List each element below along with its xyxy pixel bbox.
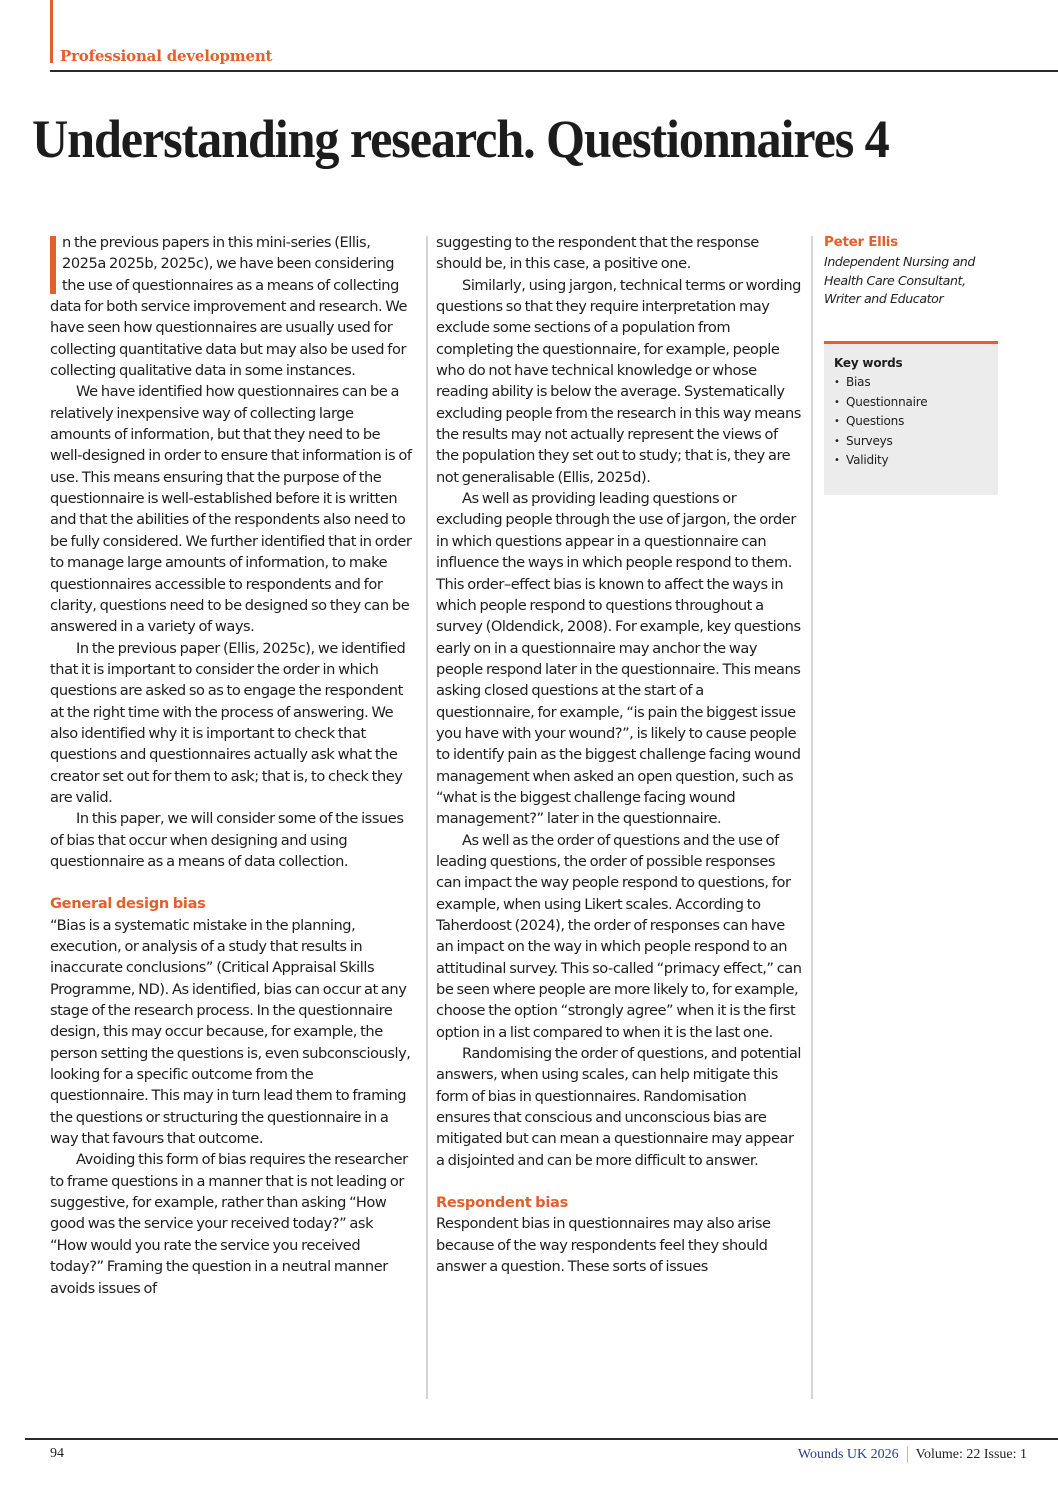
paragraph: Avoiding this form of bias requires the researcher to frame questions in a manner that is not leading or suggestive, for example, rather than asking “How good was the service your received today?” ask “How would you rate the service you received today?” Framing the question in a neutral manner avoids issues of [50,1151,408,1297]
keywords-box [824,341,998,495]
keyword-label: Surveys [846,433,893,448]
footer-journal-info [798,1446,1027,1463]
article-title: Understanding research. Questionnaires 4 [32,109,889,169]
paragraph: As well as the order of questions and the use of leading questions, the order of possible responses can impact the way people respond to questions, for example, when using Likert scales. According to Taherdoost (2024), the order of responses can have an impact on the way in which people respond to an attitudinal survey. This so-called “primacy effect,” can be seen where people are more likely to, for example, choose the option “strongly agree” when it is the first option in a list compared to when it is the last one. [436,831,802,1041]
keyword-item [834,432,988,452]
keyword-item [834,373,988,393]
keyword-label: Bias [846,375,871,389]
paragraph: In the previous paper (Ellis, 2025c), we identified that it is important to consider the order in which questions are asked so as to engage the respondent at the right time with the process of answering. We also identified why it is important to check that questions and questionnaires actually ask what the creator set out for them to ask; that is, to check they are valid. [50,639,406,806]
section-heading: Respondent bias [436,1194,568,1212]
page-number: 94 [50,1446,64,1461]
header-accent-bar [50,0,53,63]
bullet-icon: • [834,416,840,427]
author-sidebar [824,232,1000,309]
paragraph: In this paper, we will consider some of the issues of bias that occur when designing and using questionnaire as a means of data collection. [50,810,404,870]
footer-separator [907,1446,908,1463]
keywords-title: Key words [834,356,903,370]
footer-rule [25,1438,1058,1440]
spacer [50,872,412,893]
paragraph: suggesting to the respondent that the response should be, in this case, a positive one. [436,234,759,273]
keywords-list [834,373,988,471]
keyword-label: Questionnaire [846,394,928,409]
paragraph: “Bias is a systematic mistake in the planning, execution, or analysis of a study that results in inaccurate conclusions” (Critical Appraisal Skills Programme, ND). As identified, bias can occur at any stage of the research process. In the questionnaire design, this may occur because, for example, the person setting the questions is, even subconsciously, looking for a specific outcome from the questionnaire. This may in turn lead them to framing the questions or structuring the questionnaire in a way that favours that outcome. [50,916,411,1148]
paragraph: As well as providing leading questions or excluding people through the use of jargon, the order in which questions appear in a questionnaire can influence the ways in which people respond to them. This order–effect bias is known to affect the ways in which people respond to questions throughout a survey (Oldendick, 2008). For example, key questions early on in a questionnaire may anchor the way people respond later in the questionnaire. This means asking closed questions at the start of a questionnaire, for example, “is pain the biggest issue you have with your wound?”, is likely to cause people to identify pain as the biggest challenge facing wound management when asked an open question, such as “what is the biggest challenge facing wound management?” later in the questionnaire. [436,490,801,828]
section-heading: General design bias [50,895,206,913]
paragraph [50,232,412,381]
article-column-1 [50,232,412,1299]
keyword-item [834,393,988,413]
header-rule [50,70,1058,72]
paragraph: We have identified how questionnaires can be a relatively inexpensive way of collecting large amounts of information, but that they need to be well-designed in order to ensure that information is of use. This means ensuring that the purpose of the questionnaire is well-established before it is written and that the abilities of the respondents also need to be fully considered. We further identified that in order to manage large amounts of information, to make questionnaires accessible to respondents and for clarity, questions need to be designed so they can be answered in a variety of ways. [50,383,412,636]
paragraph: Randomising the order of questions, and potential answers, when using scales, can help mitigate this form of bias in questionnaires. Randomisation ensures that conscious and unconscious bias are mitigated but can mean a questionnaire may appear a disjointed and can be more difficult to answer. [436,1045,802,1169]
keyword-item [834,451,988,471]
bullet-icon: • [834,435,840,447]
column-divider [811,236,813,1399]
bullet-icon: • [834,377,840,388]
bullet-icon: • [834,396,840,408]
paragraph: Respondent bias in questionnaires may also arise because of the way respondents feel they should answer a question. These sorts of issues [436,1215,771,1276]
paragraph-text: n the previous papers in this mini-series (Ellis, 2025a 2025b, 2025c), we have been considering the use of questionnaires as a means of collecting data for both service improvement and research. We have seen how questionnaires are usually used for collecting quantitative data but may also be used for collecting qualitative data in some instances. [50,234,408,380]
author-name: Peter Ellis [824,234,898,250]
section-label: Professional development [60,47,273,65]
spacer [436,1171,802,1192]
keyword-item [834,412,988,432]
bullet-icon: • [834,455,840,466]
volume-issue: Volume: 22 Issue: 1 [915,1446,1027,1462]
column-divider [426,236,428,1399]
keyword-label: Questions [846,414,905,428]
drop-cap-bar [50,236,56,294]
author-role: Independent Nursing and Health Care Consultant, Writer and Educator [824,254,975,306]
journal-name: Wounds UK 2026 [797,1446,899,1462]
article-column-2 [436,232,802,1278]
paragraph: Similarly, using jargon, technical terms or wording questions so that they require interpretation may exclude some sections of a population from completing the questionnaire, for example, people who do not have technical knowledge or whose reading ability is below the average. Systematically excluding people from the research in this way means the results may not actually represent the views of the population they set out to study; that is, they are not generalisable (Ellis, 2025d). [436,276,801,486]
keyword-label: Validity [846,453,889,467]
